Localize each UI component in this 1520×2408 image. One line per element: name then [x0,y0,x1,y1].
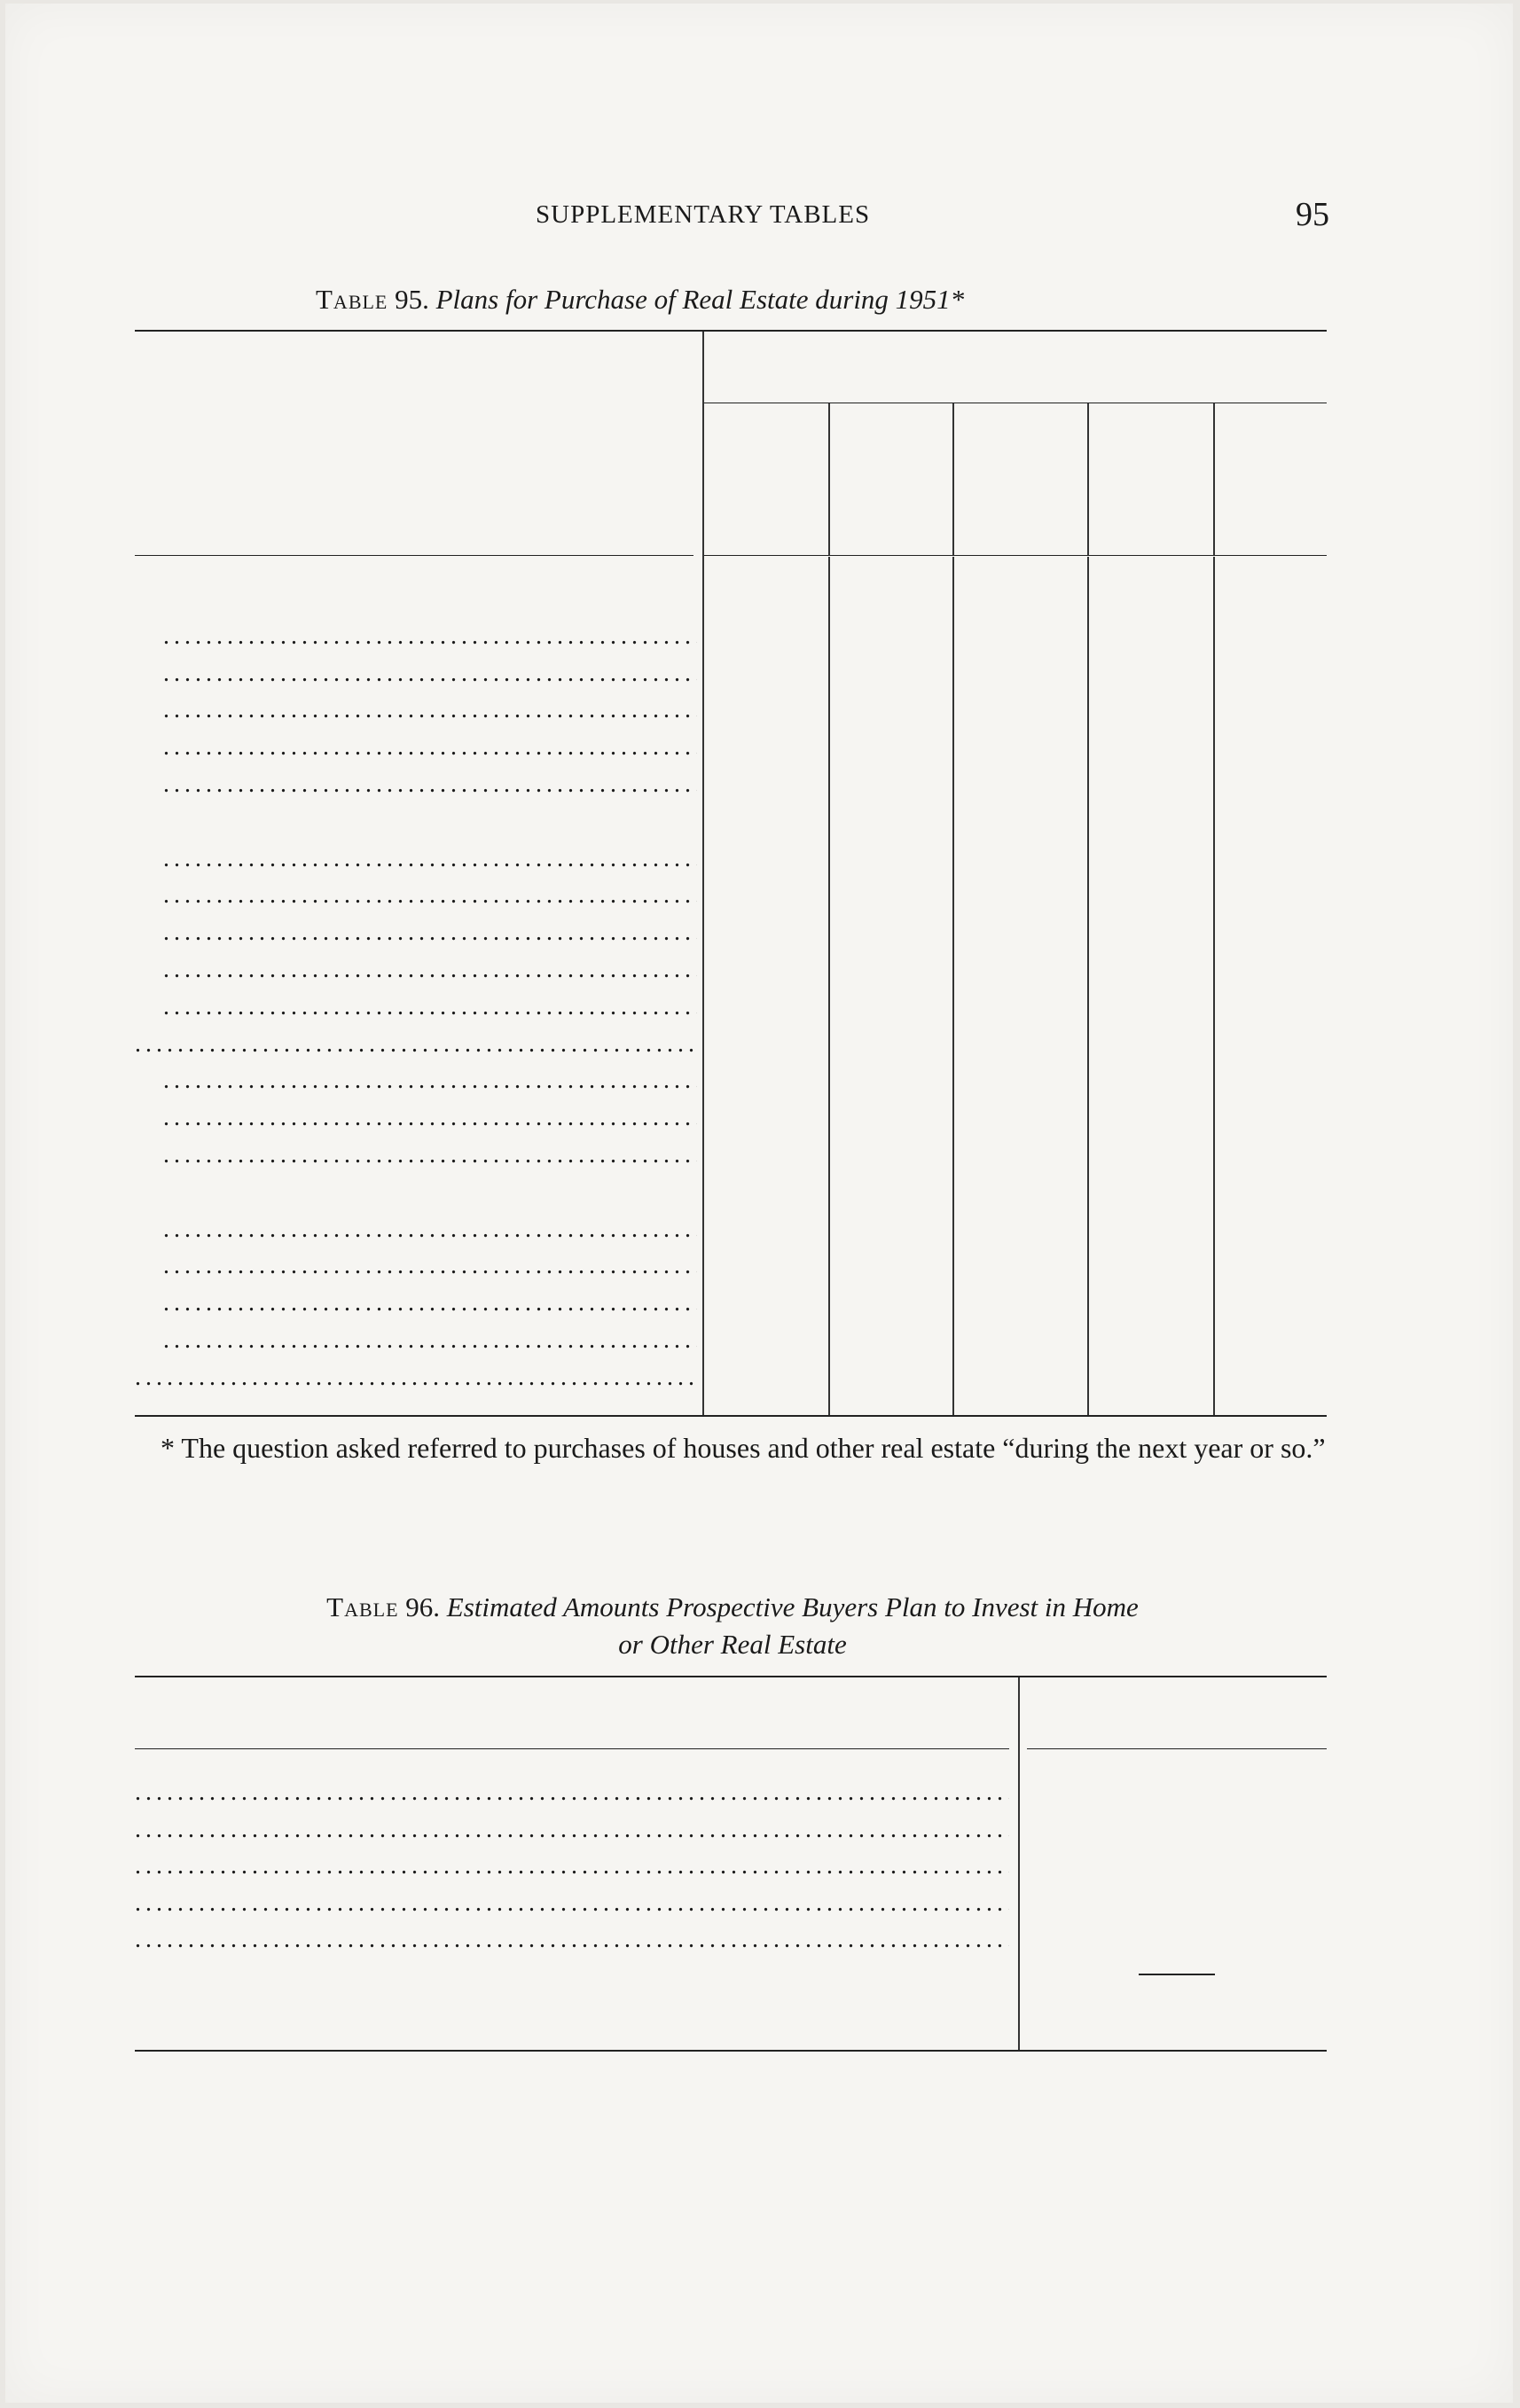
total-rule [1139,1974,1215,1975]
table-row-label [135,1025,697,1062]
table-96-row-label [135,1810,1009,1848]
table-96-title [138,1589,1327,1663]
table-row-label [163,1247,697,1284]
table-95-label: Table [316,284,388,315]
table-96-header-rule-stub [135,1748,1009,1749]
table-row-label [163,1321,697,1358]
column-divider-3 [1087,403,1089,555]
table-95-top-rule [135,330,1327,332]
table-row-label [163,765,697,802]
table-96-bottom-rule [135,2050,1327,2052]
table-row-label [163,654,697,692]
table-row-label [163,1136,697,1173]
table-96-row-label [135,1920,1009,1958]
table-row-label [163,876,697,913]
table-96-label: Table [326,1591,399,1622]
table-96-header-rule-col [1027,1748,1327,1749]
page-number: 95 [1296,196,1329,233]
table-96-title-line1 [138,1589,1327,1626]
table-row-label [163,950,697,988]
table-96-top-rule [135,1676,1327,1677]
column-divider-4 [1213,403,1215,555]
table-96-divider [1018,1677,1020,2050]
table-95-number: 95. [395,284,429,315]
column-divider-1 [828,403,830,555]
stub-divider [702,332,704,1415]
table-96-caption-line1: Estimated Amounts Prospective Buyers Plan to Invest in Home [446,1591,1139,1622]
column-divider-body-3 [1087,557,1089,1415]
column-divider-body-2 [952,557,954,1415]
table-row-label [163,1284,697,1321]
book-page [5,4,1513,2403]
header-bottom-rule-stub [135,555,693,556]
table-row-label [163,1061,697,1098]
column-divider-body-4 [1213,557,1215,1415]
table-95-caption: Plans for Purchase of Real Estate during 1951* [435,284,965,315]
header-bottom-rule-cols [702,555,1327,556]
table-95-bottom-rule [135,1415,1327,1417]
column-divider-2 [952,403,954,555]
table-96-number: 96. [405,1591,441,1622]
table-row-label [163,728,697,765]
running-head: SUPPLEMENTARY TABLES [536,200,871,229]
table-96-row-label [135,1884,1009,1921]
column-divider-body-1 [828,557,830,1415]
table-row-label [163,913,697,950]
table-96-row-label [135,1773,1009,1810]
table-row-label [163,988,697,1025]
table-95-title [316,284,964,316]
table-95-footnote: * The question asked referred to purchases of houses and other real estate “during the next year or so.” [161,1432,1326,1464]
table-row-label [135,1358,697,1396]
table-96-row-label [135,1847,1009,1884]
table-row-label [163,1098,697,1136]
table-row-label [163,840,697,877]
table-row-label [163,1210,697,1247]
table-96-caption-line2: or Other Real Estate [618,1629,847,1660]
table-row-label [163,617,697,654]
table-row-label [163,691,697,728]
